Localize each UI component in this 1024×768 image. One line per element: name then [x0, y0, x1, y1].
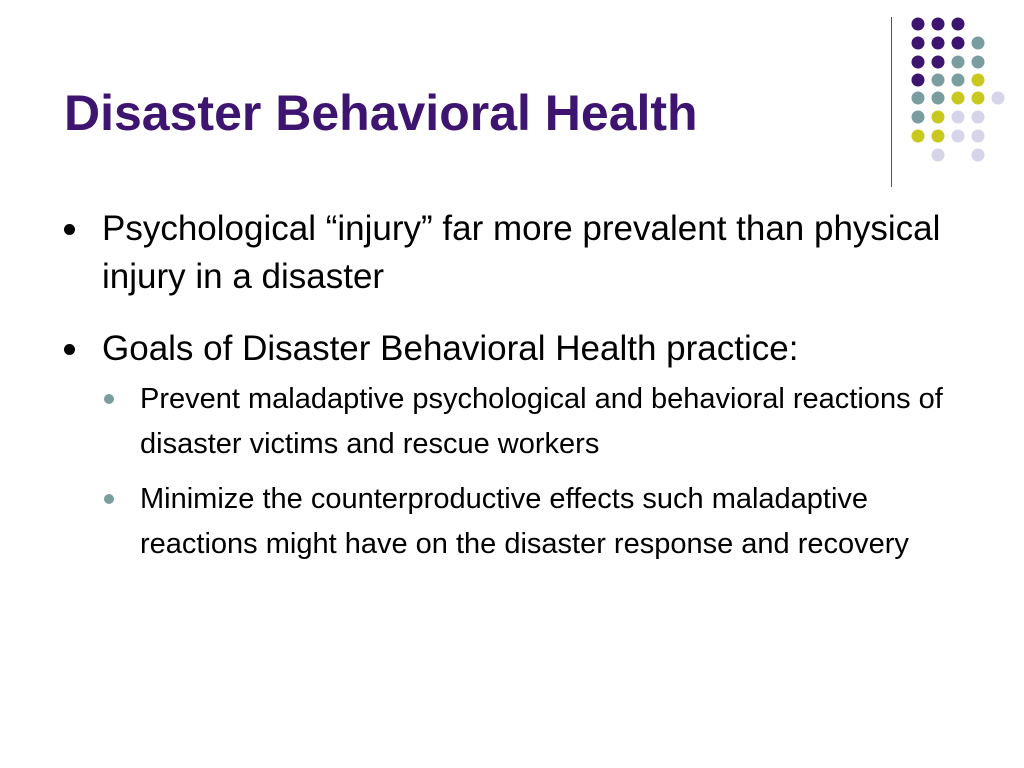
decorative-dot	[952, 74, 965, 87]
decorative-dot	[912, 37, 925, 50]
sub-bullet-dot-icon	[104, 394, 114, 404]
decorative-dot	[972, 37, 985, 50]
sub-bullet-item	[102, 477, 984, 567]
decorative-dot	[932, 130, 945, 143]
vertical-divider	[891, 17, 892, 187]
bullet-dot-icon	[64, 224, 75, 235]
decorative-dot	[932, 92, 945, 105]
decorative-dot	[932, 37, 945, 50]
decorative-dot	[952, 56, 965, 69]
decorative-dot	[952, 111, 965, 124]
decorative-dot	[912, 130, 925, 143]
decorative-dot	[972, 92, 985, 105]
bullet-list	[64, 205, 984, 591]
bullet-item	[64, 325, 984, 567]
decorative-dot	[932, 18, 945, 31]
sub-bullet-list	[102, 377, 984, 567]
decorative-dot	[932, 149, 945, 162]
sub-bullet-text: Prevent maladaptive psychological and behavioral reactions of disaster victims and rescue workers	[140, 383, 943, 460]
sub-bullet-item	[102, 377, 984, 467]
decorative-dot	[912, 56, 925, 69]
decorative-dot	[972, 56, 985, 69]
decorative-dot	[952, 130, 965, 143]
sub-bullet-dot-icon	[104, 494, 114, 504]
decorative-dot	[952, 92, 965, 105]
decorative-dot	[972, 74, 985, 87]
decorative-dot	[912, 111, 925, 124]
decorative-dot	[912, 92, 925, 105]
bullet-text: Psychological “injury” far more prevalent than physical injury in a disaster	[102, 209, 941, 296]
bullet-dot-icon	[64, 344, 75, 355]
decorative-dot	[952, 37, 965, 50]
sub-bullet-text: Minimize the counterproductive effects such maladaptive reactions might have on the disaster response and recovery	[140, 483, 909, 560]
decorative-dot	[932, 56, 945, 69]
decorative-dot	[912, 18, 925, 31]
decorative-dot	[932, 111, 945, 124]
decorative-dot	[972, 111, 985, 124]
bullet-text: Goals of Disaster Behavioral Health practice:	[102, 329, 799, 368]
decorative-dot	[932, 74, 945, 87]
decorative-dot	[912, 74, 925, 87]
decorative-dot	[972, 149, 985, 162]
decorative-dot	[972, 130, 985, 143]
decorative-dot	[952, 18, 965, 31]
decorative-dot	[992, 92, 1005, 105]
bullet-item	[64, 205, 984, 301]
slide-title: Disaster Behavioral Health	[64, 85, 698, 141]
